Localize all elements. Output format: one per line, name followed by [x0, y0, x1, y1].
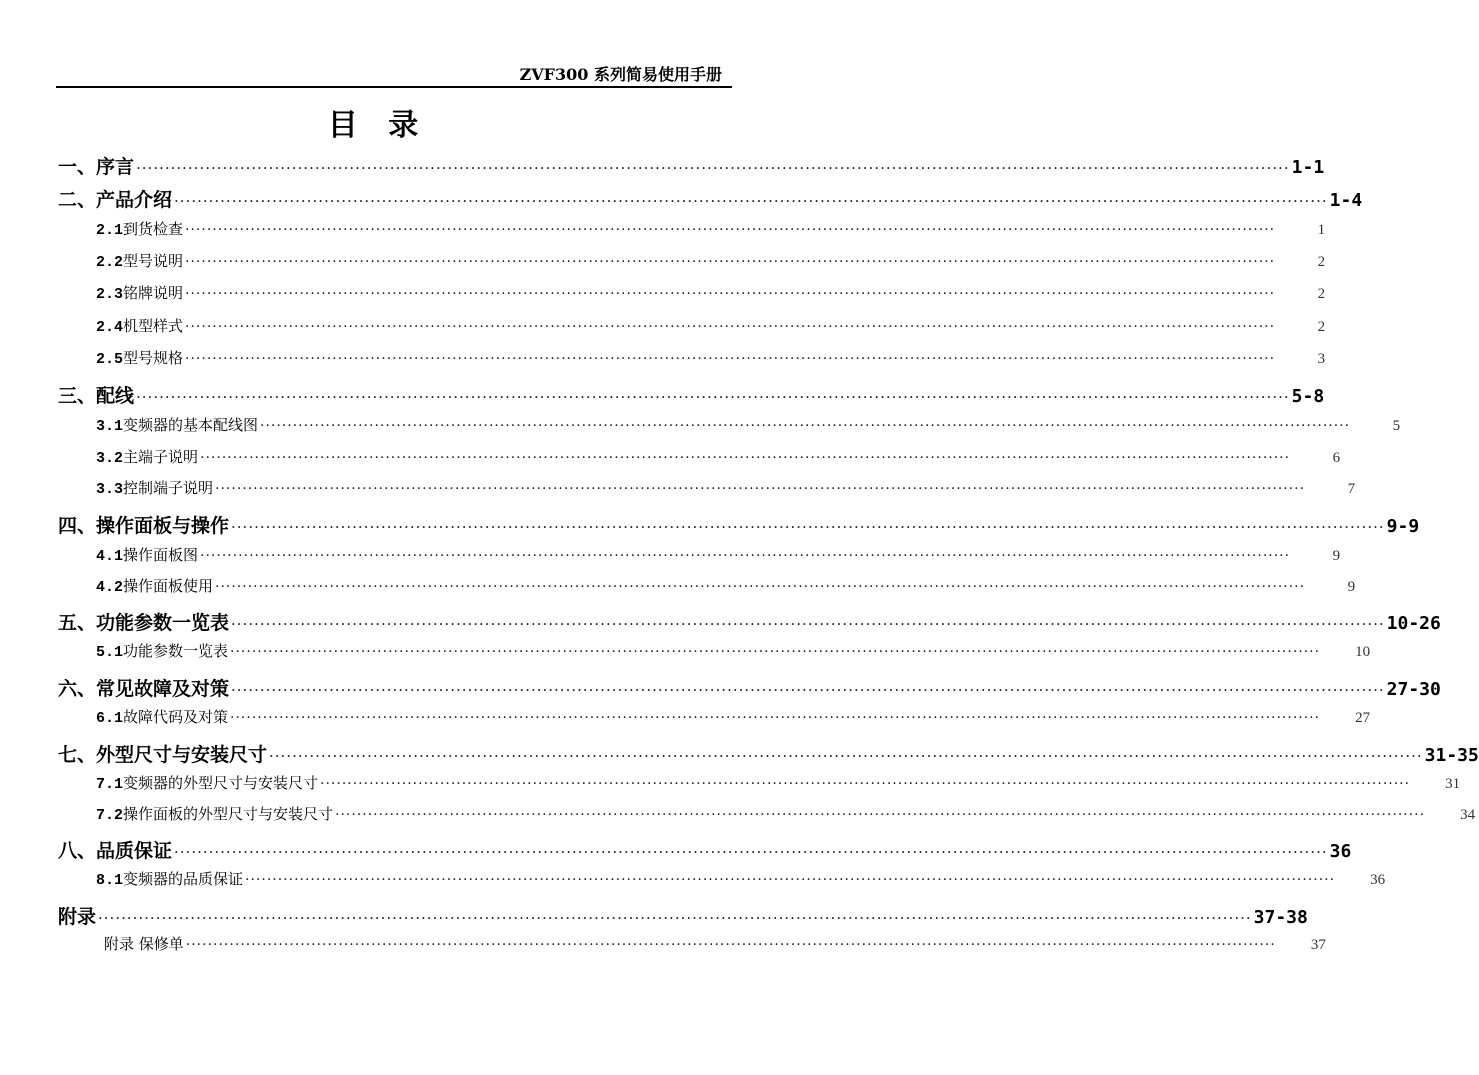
dot-leader: ········································································································································································································: [215, 579, 1306, 595]
dot-leader: ········································································································································································································: [320, 776, 1411, 792]
toc-page-number: 31: [1445, 776, 1461, 792]
toc-chapter-entry[interactable]: [58, 674, 1441, 701]
toc-entry-title: 七、外型尺寸与安装尺寸: [58, 744, 268, 766]
toc-section-entry[interactable]: [96, 575, 1356, 596]
toc-entry-label: [96, 706, 228, 727]
toc-page-number: 31-35: [1424, 745, 1479, 766]
toc-section-entry[interactable]: [96, 640, 1371, 661]
toc-entry-title: 五、功能参数一览表: [58, 612, 230, 634]
toc-section-number: 6.1: [96, 710, 124, 727]
toc-section-number: 2.4: [96, 319, 124, 336]
toc-section-entry[interactable]: [104, 933, 1326, 954]
toc-entry-label: [58, 836, 172, 863]
document-header: ZVF300 系列简易使用手册: [519, 65, 722, 84]
dot-leader: ········································································································································································································: [185, 222, 1276, 238]
toc-page-number: 1-1: [1291, 157, 1325, 178]
toc-entry-label: [96, 544, 198, 565]
toc-page-number: 10: [1355, 644, 1371, 660]
dot-leader: ········································································································································································································: [260, 418, 1351, 434]
dot-leader: ········································································································································································································: [185, 254, 1276, 270]
toc-page-number: 9: [1347, 579, 1356, 595]
toc-entry-title: 功能参数一览表: [123, 642, 229, 660]
toc-section-number: 3.3: [96, 481, 124, 498]
toc-section-entry[interactable]: [96, 282, 1326, 303]
toc-entry-label: [58, 152, 134, 179]
toc-section-entry[interactable]: [96, 706, 1371, 727]
toc-page-number: 5: [1392, 418, 1401, 434]
toc-section-number: 7.2: [96, 807, 124, 824]
dot-leader: ········································································································································································································: [245, 872, 1336, 888]
toc-section-number: 4.1: [96, 548, 124, 565]
toc-entry-title: 六、常见故障及对策: [58, 678, 230, 700]
toc-section-number: 2.5: [96, 351, 124, 368]
toc-section-entry[interactable]: [96, 772, 1461, 793]
toc-section-entry[interactable]: [96, 477, 1356, 498]
dot-leader: ········································································································································································································: [200, 450, 1291, 466]
toc-chapter-entry[interactable]: [58, 740, 1479, 767]
toc-section-entry[interactable]: [96, 446, 1341, 467]
toc-entry-label: [58, 381, 134, 408]
toc-page-number: 2: [1317, 254, 1326, 270]
toc-section-entry[interactable]: [96, 414, 1401, 435]
toc-entry-title: 操作面板使用: [123, 577, 214, 595]
toc-entry-label: [96, 315, 183, 336]
toc-entry-label: [96, 250, 183, 271]
toc-entry-title: 变频器的外型尺寸与安装尺寸: [123, 774, 319, 792]
toc-section-number: 2.3: [96, 286, 124, 303]
dot-leader: ········································································································································································································: [174, 192, 1328, 210]
toc-page-number: 9-9: [1386, 516, 1420, 537]
toc-page-number: 1: [1317, 222, 1326, 238]
toc-entry-title: 变频器的品质保证: [123, 870, 244, 888]
dot-leader: ········································································································································································································: [230, 644, 1321, 660]
toc-section-number: 4.2: [96, 579, 124, 596]
toc-page-number: 37: [1310, 937, 1326, 953]
toc-entry-label: [96, 414, 258, 435]
toc-page-number: 3: [1317, 351, 1326, 367]
toc-section-number: 8.1: [96, 872, 124, 889]
dot-leader: ········································································································································································································: [185, 351, 1276, 367]
toc-entry-title: 控制端子说明: [123, 479, 214, 497]
dot-leader: ········································································································································································································: [174, 843, 1328, 861]
toc-page-number: 2: [1317, 319, 1326, 335]
dot-leader: ········································································································································································································: [136, 159, 1290, 177]
toc-page-number: 37-38: [1253, 907, 1308, 928]
toc-entry-title: 变频器的基本配线图: [123, 416, 259, 434]
toc-page-number: 10-26: [1386, 613, 1441, 634]
toc-entry-title: 八、品质保证: [58, 840, 173, 862]
dot-leader: ········································································································································································································: [269, 747, 1423, 765]
page-title: 目 录: [327, 108, 429, 143]
dot-leader: ········································································································································································································: [185, 319, 1276, 335]
dot-leader: ········································································································································································································: [185, 286, 1276, 302]
dot-leader: ········································································································································································································: [335, 807, 1426, 823]
toc-section-entry[interactable]: [96, 868, 1386, 889]
toc-entry-label: [96, 803, 333, 824]
toc-entry-label: [96, 477, 213, 498]
toc-entry-label: [58, 902, 96, 929]
toc-chapter-entry[interactable]: [58, 185, 1363, 212]
toc-section-entry[interactable]: [96, 347, 1326, 368]
toc-entry-title: 操作面板的外型尺寸与安装尺寸: [123, 805, 334, 823]
toc-entry-title: 三、配线: [58, 385, 135, 407]
toc-entry-label: [96, 347, 183, 368]
dot-leader: ········································································································································································································: [136, 388, 1290, 406]
toc-section-number: 3.1: [96, 418, 124, 435]
toc-section-entry[interactable]: [96, 803, 1476, 824]
toc-page-number: 6: [1332, 450, 1341, 466]
toc-section-entry[interactable]: [96, 315, 1326, 336]
toc-page-number: 2: [1317, 286, 1326, 302]
toc-entry-title: 四、操作面板与操作: [58, 515, 230, 537]
toc-entry-label: [96, 575, 213, 596]
toc-entry-label: [96, 772, 318, 793]
toc-entry-title: 型号说明: [123, 252, 184, 270]
toc-chapter-entry[interactable]: [58, 902, 1308, 929]
toc-section-number: 3.2: [96, 450, 124, 467]
toc-entry-title: 附录: [58, 906, 97, 928]
toc-entry-label: [96, 868, 243, 889]
dot-leader: ········································································································································································································: [185, 937, 1276, 953]
toc-chapter-entry[interactable]: [58, 152, 1325, 179]
toc-entry-title: 二、产品介绍: [58, 189, 173, 211]
toc-page-number: 5-8: [1291, 386, 1325, 407]
toc-entry-title: 机型样式: [123, 317, 184, 335]
toc-entry-title: 主端子说明: [123, 448, 199, 466]
toc-entry-label: [104, 933, 184, 954]
toc-entry-title: 附录 保修单: [104, 935, 184, 953]
toc-entry-label: [96, 218, 183, 239]
toc-entry-title: 到货检查: [123, 220, 184, 238]
toc-section-entry[interactable]: [96, 250, 1326, 271]
toc-page-number: 27-30: [1386, 679, 1441, 700]
toc-page-number: 36: [1370, 872, 1386, 888]
toc-entry-label: [96, 640, 228, 661]
toc-entry-title: 操作面板图: [123, 546, 199, 564]
toc-section-number: 5.1: [96, 644, 124, 661]
toc-chapter-entry[interactable]: [58, 836, 1352, 863]
toc-page-number: 9: [1332, 548, 1341, 564]
toc-chapter-entry[interactable]: [58, 511, 1420, 538]
toc-chapter-entry[interactable]: [58, 608, 1441, 635]
toc-section-number: 7.1: [96, 776, 124, 793]
dot-leader: ········································································································································································································: [200, 548, 1291, 564]
toc-page-number: 1-4: [1329, 190, 1363, 211]
toc-entry-label: [58, 674, 229, 701]
toc-entry-label: [58, 608, 229, 635]
toc-section-number: 2.1: [96, 222, 124, 239]
toc-entry-label: [58, 185, 172, 212]
dot-leader: ········································································································································································································: [215, 481, 1306, 497]
toc-page-number: 27: [1355, 710, 1371, 726]
toc-entry-title: 一、序言: [58, 156, 135, 178]
toc-entry-label: [96, 446, 198, 467]
toc-section-entry[interactable]: [96, 544, 1341, 565]
toc-entry-label: [58, 740, 267, 767]
toc-page-number: 36: [1329, 841, 1352, 862]
dot-leader: ········································································································································································································: [231, 518, 1385, 536]
dot-leader: ········································································································································································································: [230, 710, 1321, 726]
toc-section-number: 2.2: [96, 254, 124, 271]
toc-page-number: 7: [1347, 481, 1356, 497]
toc-section-entry[interactable]: [96, 218, 1326, 239]
toc-chapter-entry[interactable]: [58, 381, 1325, 408]
toc-entry-label: [96, 282, 183, 303]
dot-leader: ········································································································································································································: [98, 909, 1252, 927]
dot-leader: ········································································································································································································: [231, 615, 1385, 633]
toc-entry-title: 型号规格: [123, 349, 184, 367]
toc-page-number: 34: [1460, 807, 1476, 823]
header-rule: [56, 86, 732, 88]
dot-leader: ········································································································································································································: [231, 681, 1385, 699]
toc-entry-title: 故障代码及对策: [123, 708, 229, 726]
toc-entry-title: 铭牌说明: [123, 284, 184, 302]
toc-entry-label: [58, 511, 229, 538]
